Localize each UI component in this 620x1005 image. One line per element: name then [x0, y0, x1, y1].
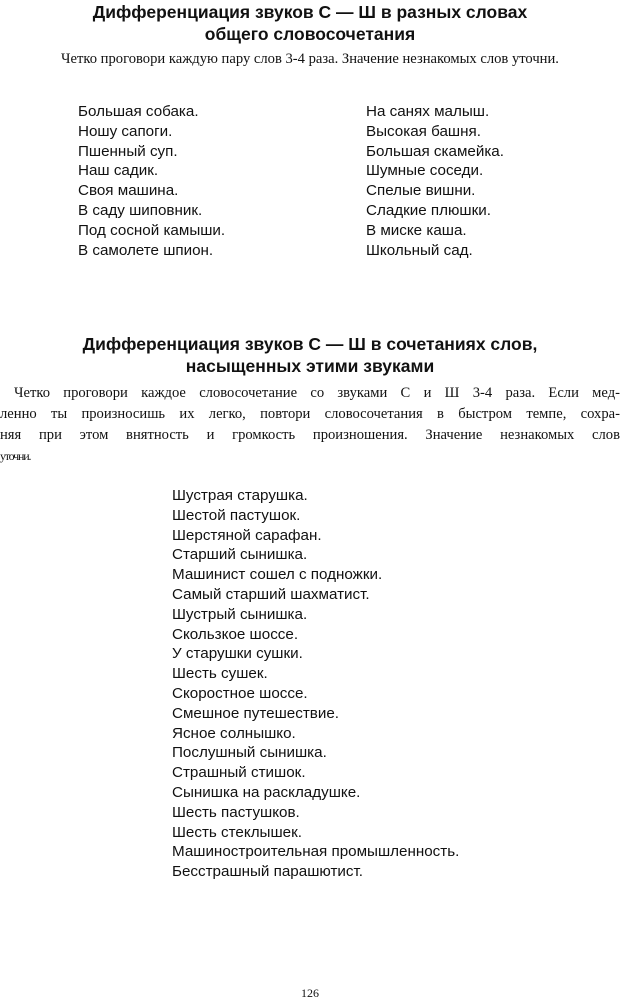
instruction-line: ленно ты произносишь их легко, повтори словосочетания в быстром темпе, сохра-	[0, 406, 620, 422]
phrase-item: Сынишка на раскладушке.	[172, 783, 361, 801]
phrase-item: Послушный сынишка.	[172, 744, 327, 762]
section1-title-line: Дифференциация звуков С — Ш в разных словах	[92, 2, 528, 22]
word-pair-item: Своя машина.	[78, 182, 179, 200]
section1-left-column	[78, 102, 225, 260]
section1-title-line: общего словосочетания	[204, 24, 416, 44]
phrase-item: Старший сынишка.	[172, 546, 308, 564]
section1-instruction: Четко проговори каждую пару слов 3-4 раза. Значение незнакомых слов уточни.	[61, 51, 559, 67]
phrase-item: Машинист сошел с подножки.	[172, 566, 383, 584]
word-pair-item: Высокая башня.	[366, 122, 481, 140]
word-pair-item: В самолете шпион.	[78, 241, 214, 259]
section2-instruction	[0, 383, 620, 467]
phrase-item: Страшный стишок.	[172, 764, 306, 782]
word-pair-item: Спелые вишни.	[366, 182, 476, 200]
phrase-item: У старушки сушки.	[172, 645, 303, 663]
page-number: 126	[301, 986, 319, 1000]
section1-right-column	[366, 102, 504, 260]
word-pair-item: Шумные соседи.	[366, 162, 484, 180]
word-pair-item: Ношу сапоги.	[78, 122, 173, 140]
word-pair-item: На санях малыш.	[366, 103, 490, 120]
word-pair-item: В саду шиповник.	[78, 201, 203, 219]
word-pair-item: Пшенный суп.	[78, 142, 178, 160]
phrase-item: Шесть сушек.	[172, 665, 268, 683]
phrase-item: Шустрый сынишка.	[172, 605, 308, 623]
phrase-item: Шестой пастушок.	[172, 506, 301, 524]
phrase-item: Самый старший шахматист.	[172, 585, 370, 603]
instruction-line: уточни.	[0, 449, 31, 463]
word-pair-item: Школьный сад.	[366, 241, 473, 259]
phrase-item: Шустрая старушка.	[172, 487, 308, 504]
section2-title-line: Дифференциация звуков С — Ш в сочетаниях слов,	[82, 334, 538, 354]
phrase-item: Шерстяной сарафан.	[172, 526, 322, 544]
phrase-item: Шесть пастушков.	[172, 803, 300, 821]
phrase-item: Бесстрашный парашютист.	[172, 863, 363, 881]
phrase-item: Машиностроительная промышленность.	[172, 843, 460, 861]
section1-title	[0, 1, 620, 45]
phrase-item: Ясное солнышко.	[172, 724, 296, 742]
section2-phrase-list	[172, 486, 459, 882]
word-pair-item: В миске каша.	[366, 221, 467, 239]
section2-title	[0, 333, 620, 377]
instruction-line: Четко проговори каждое словосочетание со звуками С и Ш 3-4 раза. Если мед-	[14, 385, 620, 401]
section2-title-line: насыщенных этими звуками	[185, 356, 435, 376]
word-pair-item: Под сосной камыши.	[78, 221, 226, 239]
word-pair-item: Наш садик.	[78, 162, 159, 180]
instruction-line: няя при этом внятность и громкость произношения. Значение незнакомых слов	[0, 427, 620, 443]
phrase-item: Смешное путешествие.	[172, 704, 339, 722]
phrase-item: Шесть стеклышек.	[172, 823, 302, 841]
phrase-item: Скользкое шоссе.	[172, 625, 299, 643]
word-pair-item: Большая собака.	[78, 103, 199, 120]
word-pair-item: Сладкие плюшки.	[366, 201, 491, 219]
word-pair-item: Большая скамейка.	[366, 142, 504, 160]
phrase-item: Скоростное шоссе.	[172, 684, 308, 702]
